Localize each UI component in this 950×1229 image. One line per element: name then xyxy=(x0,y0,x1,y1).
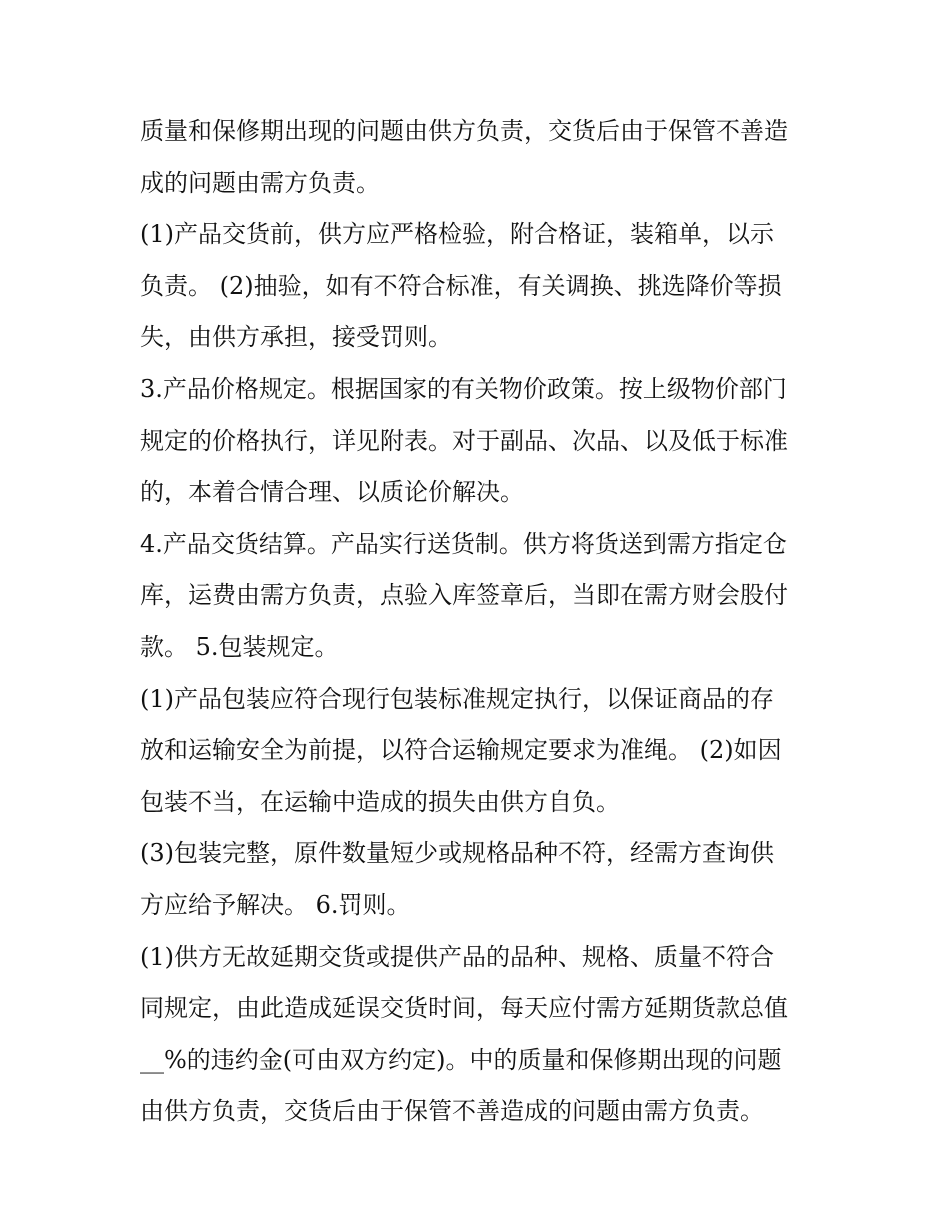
text-line: 4.产品交货结算。产品实行送货制。供方将货送到需方指定仓 xyxy=(140,529,787,558)
text-line: 3.产品价格规定。根据国家的有关物价政策。按上级物价部门 xyxy=(140,374,787,403)
text-line: 放和运输安全为前提，以符合运输规定要求为准绳。 (2)如因 xyxy=(140,736,782,765)
text-line: 库，运费由需方负责，点验入库签章后，当即在需方财会股付 xyxy=(140,581,788,610)
text-line: 的，本着合情合理、以质论价解决。 xyxy=(140,478,524,507)
text-line: 规定的价格执行，详见附表。对于副品、次品、以及低于标准 xyxy=(140,426,788,455)
text-line: 质量和保修期出现的问题由供方负责，交货后由于保管不善造 xyxy=(140,117,788,145)
text-line: (1)产品包装应符合现行包装标准规定执行，以保证商品的存 xyxy=(140,684,774,713)
text-line: 方应给予解决。 6.罚则。 xyxy=(140,890,411,919)
document-body xyxy=(140,106,820,1138)
text-line: __%的违约金(可由双方约定)。中的质量和保修期出现的问题 xyxy=(140,1045,782,1074)
text-line: 包装不当，在运输中造成的损失由供方自负。 xyxy=(140,787,620,816)
text-line: 负责。 (2)抽验，如有不符合标准，有关调换、挑选降价等损 xyxy=(140,271,782,300)
text-line: 失，由供方承担，接受罚则。 xyxy=(140,323,452,352)
text-line: 成的问题由需方负责。 xyxy=(140,168,380,197)
text-line: 同规定，由此造成延误交货时间，每天应付需方延期货款总值 xyxy=(140,994,788,1023)
text-line: 由供方负责，交货后由于保管不善造成的问题由需方负责。 xyxy=(140,1097,764,1126)
text-line: 款。 5.包装规定。 xyxy=(140,632,339,661)
text-line: (3)包装完整，原件数量短少或规格品种不符，经需方查询供 xyxy=(140,839,774,868)
text-line: (1)供方无故延期交货或提供产品的品种、规格、质量不符合 xyxy=(140,942,774,971)
text-line: (1)产品交货前，供方应严格检验，附合格证，装箱单，以示 xyxy=(140,220,774,249)
